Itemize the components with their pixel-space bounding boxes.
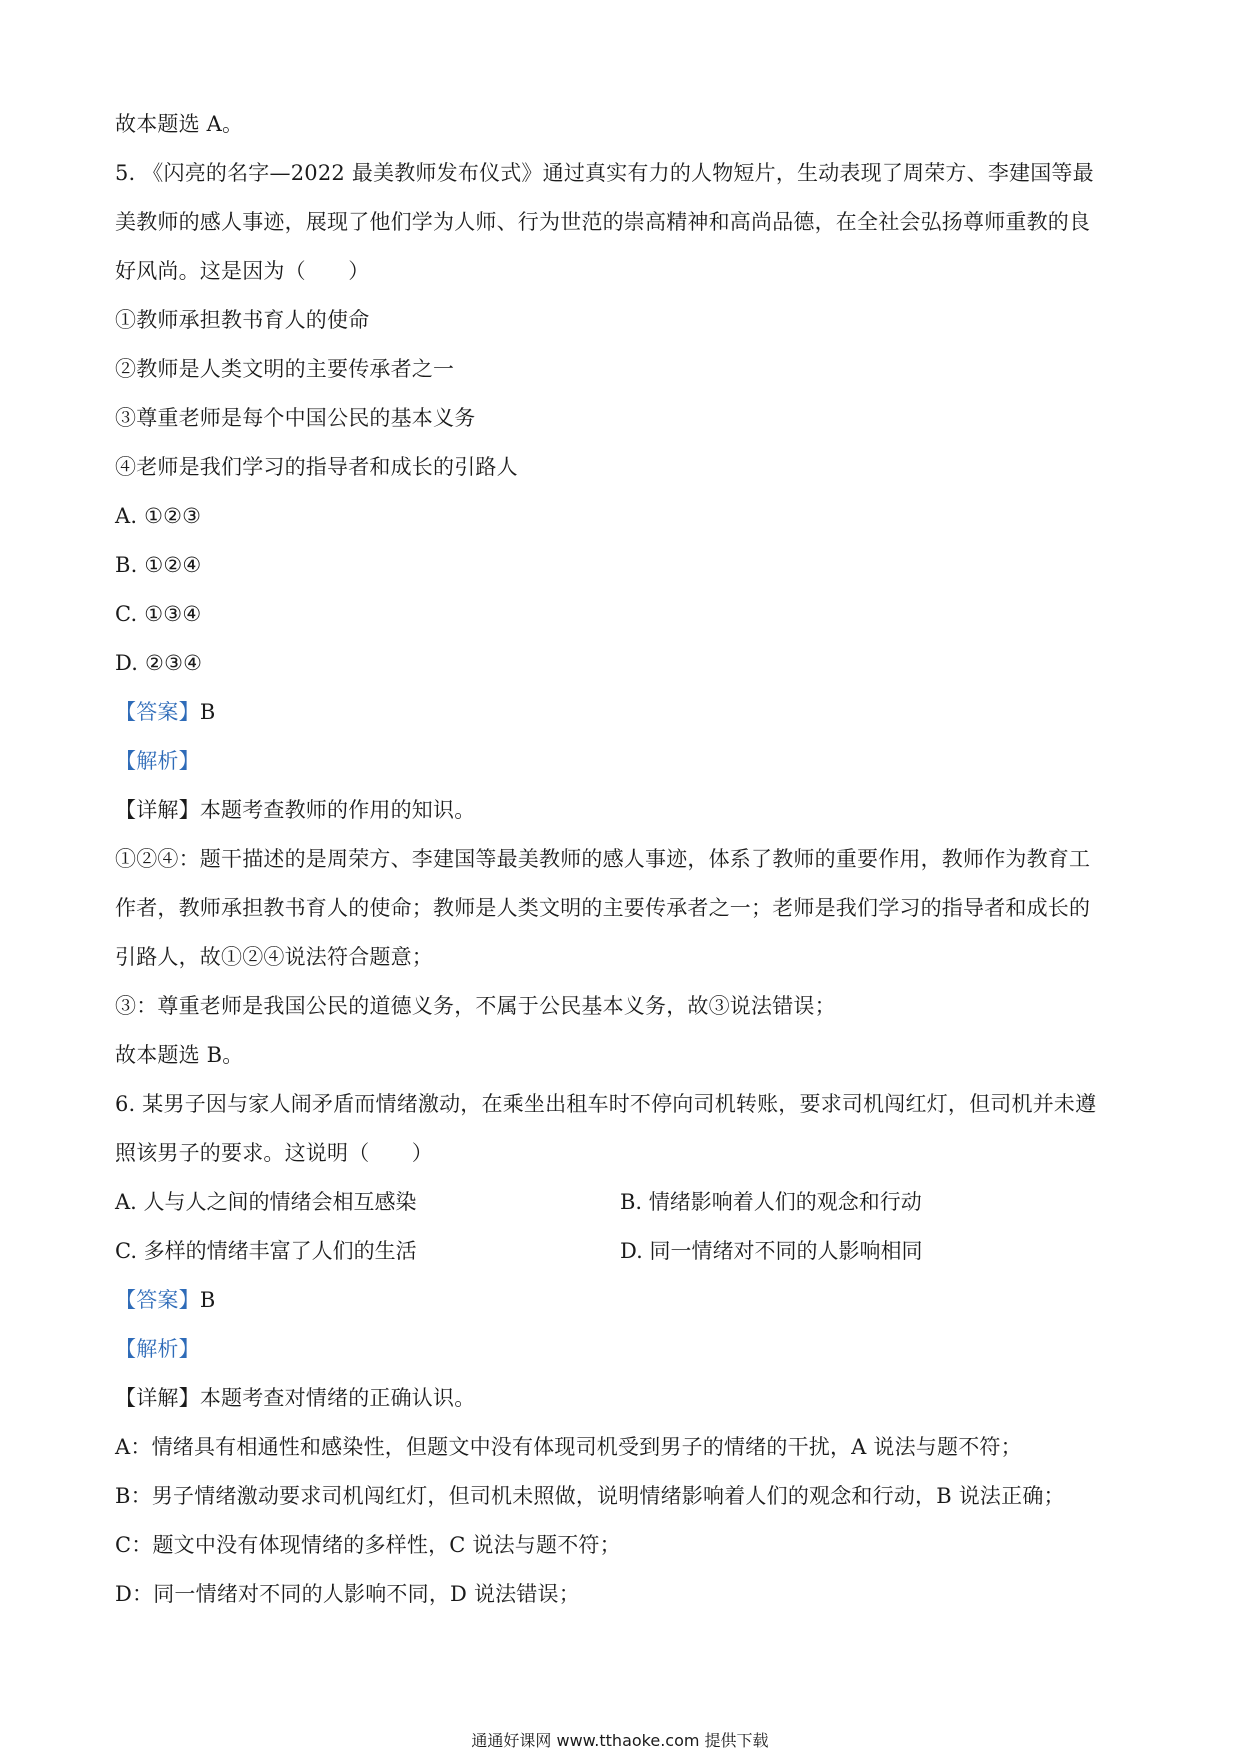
detail-tag: 【详解】 xyxy=(115,798,200,822)
footer-watermark: 通通好课网 www.tthaoke.com 提供下载 xyxy=(471,1731,769,1750)
q6-explain-b: B：男子情绪激动要求司机闯红灯，但司机未照做，说明情绪影响着人们的观念和行动，B 说法正确； xyxy=(115,1484,1065,1508)
q6-options-row-1 xyxy=(115,1178,1130,1227)
q5-stem-line-3: 好风尚。这是因为（ ） xyxy=(115,259,370,283)
q5-stem-line-2: 美教师的感人事迹，展现了他们学为人师、行为世范的崇高精神和高尚品德，在全社会弘扬尊师重教的良 xyxy=(115,210,1091,234)
q6-stem-line-1: 6. 某男子因与家人闹矛盾而情绪激动，在乘坐出租车时不停向司机转账，要求司机闯红灯，但司机并未遵 xyxy=(115,1092,1097,1116)
answer-tag: 【答案】 xyxy=(115,1288,200,1312)
q6-explain-d: D：同一情绪对不同的人影响不同，D 说法错误； xyxy=(115,1582,580,1606)
answer-value: B xyxy=(199,1288,216,1312)
q5-explain-line-3: 引路人，故①②④说法符合题意； xyxy=(115,945,433,969)
analysis-tag: 【解析】 xyxy=(115,749,200,773)
q5-explain-line-4: ③：尊重老师是我国公民的道德义务，不属于公民基本义务，故③说法错误； xyxy=(115,994,836,1018)
q6-option-a: A. 人与人之间的情绪会相互感染 xyxy=(115,1190,417,1214)
q5-answer xyxy=(115,688,1130,737)
detail-text: 本题考查教师的作用的知识。 xyxy=(199,798,476,822)
q5-statement-1: ①教师承担教书育人的使命 xyxy=(115,308,370,332)
q5-statement-3: ③尊重老师是每个中国公民的基本义务 xyxy=(115,406,476,430)
q6-stem-line-2: 照该男子的要求。这说明（ ） xyxy=(115,1141,433,1165)
answer-value: B xyxy=(199,700,216,724)
q6-option-b: B. 情绪影响着人们的观念和行动 xyxy=(620,1190,922,1214)
q5-stem-line-1: 5. 《闪亮的名字—2022 最美教师发布仪式》通过真实有力的人物短片，生动表现了周荣方、李建国等最 xyxy=(115,161,1094,185)
q5-statement-2: ②教师是人类文明的主要传承者之一 xyxy=(115,357,455,381)
q5-option-b: B. ①②④ xyxy=(115,553,202,577)
q6-explain-a: A：情绪具有相通性和感染性，但题文中没有体现司机受到男子的情绪的干扰，A 说法与题不符； xyxy=(115,1435,1022,1459)
q6-option-d: D. 同一情绪对不同的人影响相同 xyxy=(620,1239,923,1263)
q6-detail xyxy=(115,1374,1130,1423)
q6-explain-c: C：题文中没有体现情绪的多样性，C 说法与题不符； xyxy=(115,1533,621,1557)
q6-option-c: C. 多样的情绪丰富了人们的生活 xyxy=(115,1239,417,1263)
q5-option-c: C. ①③④ xyxy=(115,602,202,626)
q6-options-row-2 xyxy=(115,1227,1130,1276)
q5-explain-line-1: ①②④：题干描述的是周荣方、李建国等最美教师的感人事迹，体系了教师的重要作用，教师作为教育工 xyxy=(115,847,1091,871)
prev-conclusion: 故本题选 A。 xyxy=(115,112,244,136)
q5-analysis xyxy=(115,737,1130,786)
q6-answer xyxy=(115,1276,1130,1325)
q5-option-d: D. ②③④ xyxy=(115,651,203,675)
q6-analysis xyxy=(115,1325,1130,1374)
q5-option-a: A. ①②③ xyxy=(115,504,202,528)
detail-text: 本题考查对情绪的正确认识。 xyxy=(199,1386,476,1410)
q5-detail xyxy=(115,786,1130,835)
document-page xyxy=(115,100,1130,1619)
detail-tag: 【详解】 xyxy=(115,1386,200,1410)
q5-explain-line-2: 作者，教师承担教书育人的使命；教师是人类文明的主要传承者之一；老师是我们学习的指导者和成长的 xyxy=(115,896,1091,920)
q5-conclusion: 故本题选 B。 xyxy=(115,1043,244,1067)
q5-statement-4: ④老师是我们学习的指导者和成长的引路人 xyxy=(115,455,518,479)
answer-tag: 【答案】 xyxy=(115,700,200,724)
analysis-tag: 【解析】 xyxy=(115,1337,200,1361)
